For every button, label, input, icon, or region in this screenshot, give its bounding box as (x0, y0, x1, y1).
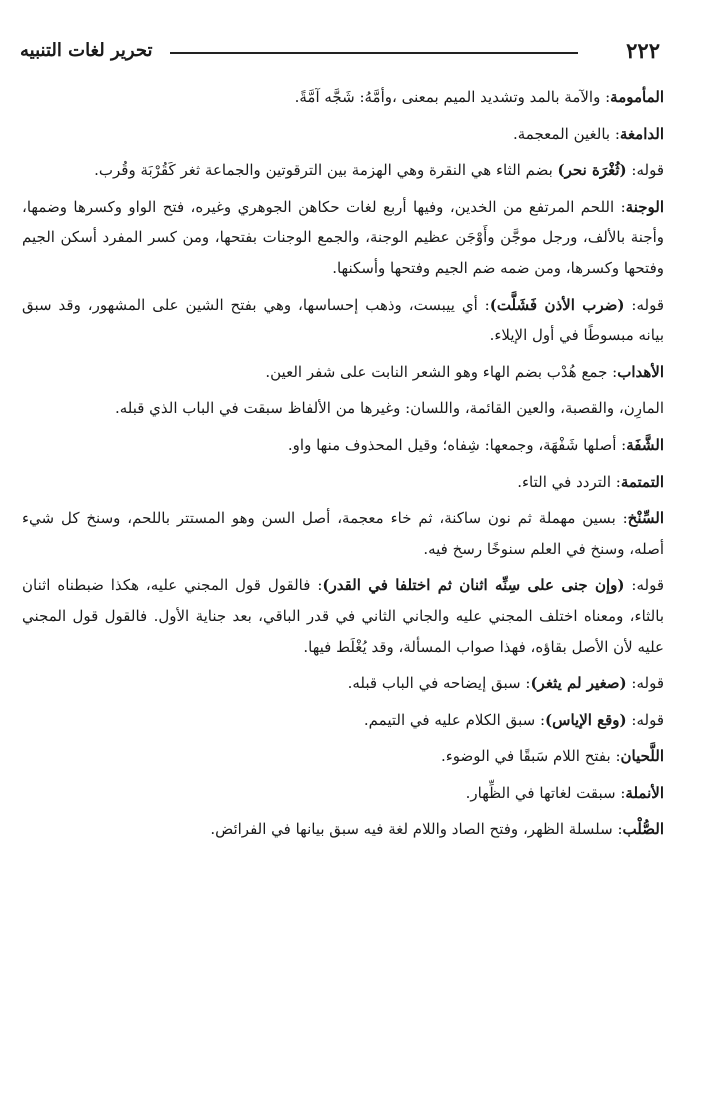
header-rule (170, 52, 578, 54)
page-header (20, 38, 660, 74)
entry-prefix: قوله: (626, 710, 664, 729)
entry-text: : بالغين المعجمة. (513, 124, 620, 143)
entry-term: التمتمة (620, 472, 664, 491)
entry-paragraph (22, 741, 664, 772)
entry-paragraph (22, 119, 664, 150)
entry-term: المأمومة (610, 88, 664, 106)
entry-text: : سبقت لغاتها في الظِّهار. (465, 783, 626, 802)
entry-quote: (ضرب الأذن فَشَلَّت) (489, 295, 625, 314)
entry-paragraph (22, 430, 664, 461)
entry-text: المارِن، والقصبة، والعين القائمة، واللسان: وغيرها من الألفاظ سبقت في الباب الذي قبله. (114, 399, 664, 418)
entry-text: : فالقول قول المجني عليه، هكذا ضبطناه اثنان بالثاء، ومعناه اختلف المجني عليه والجاني الثاني في قدر الباقي، بعد جناية الأول. فالقول قول المجني عليه لأن الأصل بقاؤه، فهذا صواب المسألة، وقد يُغْلَط فيها. (22, 576, 664, 656)
entry-paragraph (22, 503, 664, 564)
entry-text: : أصلها شَفْهَة، وجمعها: شِفاه؛ وقيل المحذوف منها واو. (287, 435, 627, 454)
entry-paragraph (22, 668, 664, 699)
entry-quote: (ثُغْرَة نحر) (557, 161, 627, 180)
entry-text: بضم الثاء هي النقرة وهي الهزمة بين الترقوتين والجماعة ثغر كَقُرْبَة وقُرب. (94, 161, 558, 180)
entry-paragraph (22, 570, 664, 662)
entry-paragraph (22, 705, 664, 736)
entry-term: الدامغة (619, 124, 664, 143)
entry-paragraph (22, 82, 664, 113)
entry-term: الأهداب (617, 362, 664, 381)
entry-quote: (صغير لم يثغر) (530, 674, 627, 693)
entry-paragraph (22, 290, 664, 351)
entry-text: : بفتح اللام سَبقًا في الوضوء. (440, 747, 621, 766)
entry-prefix: قوله: (624, 295, 665, 314)
entry-text: : جمع هُدْب بضم الهاء وهو الشعر النابت على شفر العين. (265, 362, 618, 381)
entry-text: : بسين مهملة ثم نون ساكنة، ثم خاء معجمة، أصل السن وهو المستتر باللحم، وسنخ كل شيء أصله، وسنخ في العلم سنوخًا رسخ فيه. (22, 509, 664, 558)
entry-quote: (وإن جنى على سِنِّه اثنان ثم اختلفا في القدر) (322, 576, 625, 595)
entry-term: اللَّحيان (620, 747, 664, 766)
entry-term: السِّنْخ (627, 509, 664, 528)
entry-text: : سبق الكلام عليه في التيمم. (363, 710, 546, 729)
running-title: تحرير لغات التنبيه (20, 40, 153, 61)
entry-paragraph (22, 357, 664, 388)
entry-text: : سلسلة الظهر، وفتح الصاد واللام لغة فيه سبق بيانها في الفرائض. (210, 820, 623, 839)
entry-quote: (وقع الإياس) (545, 710, 627, 729)
entry-term: الصُّلْب (622, 820, 664, 839)
page-body (22, 82, 664, 851)
entry-paragraph (22, 778, 664, 809)
entry-paragraph (22, 393, 664, 424)
entry-term: الشَّفَة (626, 435, 664, 454)
entry-paragraph (22, 467, 664, 498)
entry-text: : والآمة بالمد وتشديد الميم بمعنى ،وأمَّهُ: شَجَّه آمَّةً. (294, 88, 611, 106)
entry-paragraph (22, 814, 664, 845)
entry-prefix: قوله: (624, 576, 664, 595)
entry-text: : أي ييبست، وذهب إحساسها، وهي بفتح الشين على المشهور، وقد سبق بيانه مبسوطًا في أول الإيلاء. (22, 295, 664, 345)
entry-text: : سبق إيضاحه في الباب قبله. (347, 674, 531, 693)
entry-text: : التردد في التاء. (517, 472, 621, 491)
entry-paragraph (22, 155, 664, 186)
entry-term: الأنملة (625, 783, 664, 802)
page-number: ٢٢٢ (626, 38, 660, 63)
entry-text: : اللحم المرتفع من الخدين، وفيها أربع لغات حكاهن الجوهري وغيره، فتح الواو وكسرها وضمها، وأجنة بالألف، ورجل موجَّن وأَوْجَن عظيم الوجنة، والجمع الوجنات بفتحها، ومن كسر المفرد أسكن الجيم وفتحها وكسرها، ومن ضمه ضم الجيم وفتحها وأسكنها. (22, 197, 664, 277)
entry-prefix: قوله: (626, 674, 664, 693)
entry-paragraph (22, 192, 664, 284)
entry-prefix: قوله: (626, 161, 664, 180)
entry-term: الوجنة (625, 197, 664, 216)
